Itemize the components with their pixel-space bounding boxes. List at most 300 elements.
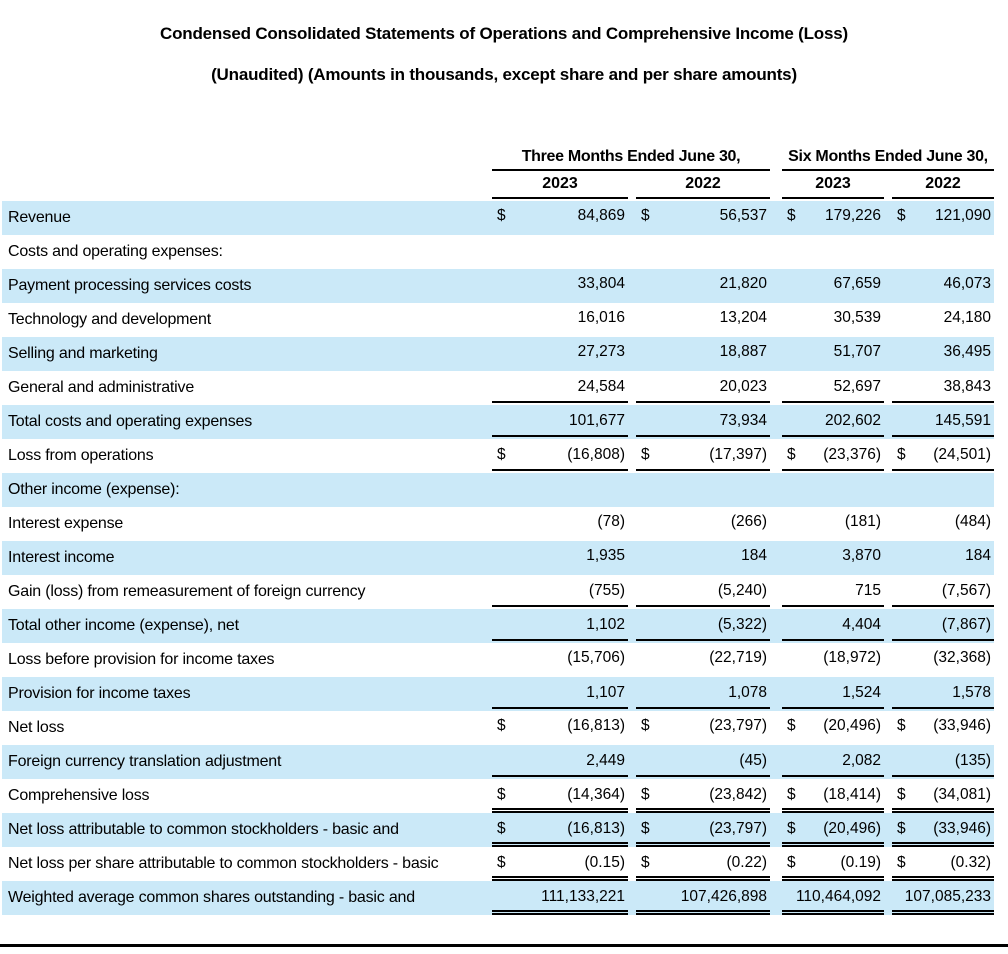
table-row — [2, 473, 994, 507]
cell-3mo-2023 — [492, 371, 628, 405]
cell-3mo-2022 — [636, 269, 770, 303]
dollar-sign: $ — [641, 854, 650, 871]
table-row — [2, 745, 994, 779]
column-gap — [770, 507, 782, 541]
table-row — [2, 575, 994, 609]
column-gap — [628, 643, 636, 677]
cell-value: (5,240) — [717, 582, 767, 599]
cell-value: (33,946) — [933, 820, 991, 837]
col-group-three-months: Three Months Ended June 30, — [492, 148, 770, 171]
column-gap — [628, 541, 636, 575]
row-label: Loss from operations — [8, 447, 154, 464]
column-gap — [770, 643, 782, 677]
cell-6mo-2022 — [892, 711, 994, 745]
cell-value: 179,226 — [824, 207, 881, 224]
cell-3mo-2023 — [492, 881, 628, 915]
row-label: Foreign currency translation adjustment — [8, 753, 282, 770]
row-label: Weighted average common shares outstanding - basic and — [8, 889, 415, 906]
dollar-sign: $ — [497, 717, 506, 734]
cell-value: (23,842) — [709, 786, 767, 803]
cell-3mo-2023 — [492, 813, 628, 847]
column-gap — [628, 813, 636, 847]
table-row — [2, 201, 994, 235]
cell-value: 36,495 — [943, 343, 991, 360]
column-gap — [884, 371, 892, 405]
row-label: Technology and development — [8, 311, 211, 328]
cell-6mo-2022 — [892, 813, 994, 847]
cell-6mo-2022 — [892, 235, 994, 269]
dollar-sign: $ — [897, 786, 906, 803]
cell-6mo-2023 — [782, 439, 884, 473]
cell-3mo-2022 — [636, 847, 770, 881]
row-label: Selling and marketing — [8, 345, 158, 362]
cell-value: (32,368) — [933, 649, 991, 666]
cell-value: (24,501) — [933, 446, 991, 463]
cell-3mo-2022 — [636, 405, 770, 439]
table-row — [2, 609, 994, 643]
cell-6mo-2023 — [782, 643, 884, 677]
cell-value: (34,081) — [933, 786, 991, 803]
column-gap — [628, 371, 636, 405]
cell-6mo-2022 — [892, 473, 994, 507]
cell-value: (20,496) — [823, 717, 881, 734]
table-row — [2, 779, 994, 813]
table-row — [2, 507, 994, 541]
cell-6mo-2022 — [892, 677, 994, 711]
column-gap — [628, 473, 636, 507]
cell-value: 46,073 — [943, 275, 991, 292]
cell-3mo-2023 — [492, 201, 628, 235]
column-gap — [770, 541, 782, 575]
cell-3mo-2023 — [492, 643, 628, 677]
column-gap — [628, 201, 636, 235]
row-label: Provision for income taxes — [8, 685, 191, 702]
cell-value: (0.32) — [950, 854, 991, 871]
cell-6mo-2023 — [782, 405, 884, 439]
dollar-sign: $ — [897, 854, 906, 871]
column-gap — [884, 779, 892, 813]
period-header-row — [2, 148, 994, 171]
table-row — [2, 269, 994, 303]
table-row — [2, 813, 994, 847]
cell-3mo-2022 — [636, 779, 770, 813]
column-gap — [770, 779, 782, 813]
cell-value: 1,578 — [952, 684, 991, 701]
statement-title: Condensed Consolidated Statements of Operations and Comprehensive Income (Loss) — [160, 24, 848, 43]
dollar-sign: $ — [641, 786, 650, 803]
year-header-row — [2, 172, 994, 199]
cell-6mo-2022 — [892, 405, 994, 439]
column-gap — [628, 745, 636, 779]
cell-6mo-2022 — [892, 371, 994, 405]
cell-6mo-2022 — [892, 303, 994, 337]
table-row — [2, 643, 994, 677]
column-gap — [884, 473, 892, 507]
row-label: Other income (expense): — [8, 481, 180, 498]
dollar-sign: $ — [897, 820, 906, 837]
dollar-sign: $ — [897, 717, 906, 734]
dollar-sign: $ — [787, 446, 796, 463]
cell-6mo-2022 — [892, 541, 994, 575]
cell-3mo-2022 — [636, 541, 770, 575]
column-gap — [884, 677, 892, 711]
cell-value: (16,808) — [567, 446, 625, 463]
cell-6mo-2022 — [892, 575, 994, 609]
column-gap — [770, 337, 782, 371]
dollar-sign: $ — [787, 207, 796, 224]
row-label: Net loss — [8, 719, 65, 736]
cell-value: (15,706) — [567, 649, 625, 666]
col-group-six-months: Six Months Ended June 30, — [782, 148, 994, 171]
table-row — [2, 439, 994, 473]
cell-value: (181) — [844, 513, 881, 530]
year-header-6mo-2022: 2022 — [892, 172, 994, 199]
cell-3mo-2022 — [636, 609, 770, 643]
cell-3mo-2023 — [492, 847, 628, 881]
column-gap — [770, 677, 782, 711]
cell-value: 67,659 — [833, 275, 881, 292]
column-gap — [770, 201, 782, 235]
cell-6mo-2022 — [892, 609, 994, 643]
cell-3mo-2022 — [636, 643, 770, 677]
dollar-sign: $ — [641, 446, 650, 463]
cell-6mo-2023 — [782, 337, 884, 371]
column-gap — [628, 677, 636, 711]
column-gap — [628, 303, 636, 337]
dollar-sign: $ — [787, 854, 796, 871]
column-gap — [770, 609, 782, 643]
cell-3mo-2023 — [492, 337, 628, 371]
row-label: Net loss per share attributable to common stockholders - basic — [8, 855, 439, 872]
dollar-sign: $ — [787, 786, 796, 803]
cell-6mo-2023 — [782, 677, 884, 711]
column-gap — [770, 405, 782, 439]
cell-value: (7,567) — [941, 582, 991, 599]
cell-value: (5,322) — [717, 616, 767, 633]
column-gap — [884, 337, 892, 371]
cell-6mo-2023 — [782, 609, 884, 643]
column-gap — [770, 575, 782, 609]
cell-6mo-2023 — [782, 371, 884, 405]
bottom-divider — [0, 944, 1008, 947]
cell-value: 107,426,898 — [680, 888, 767, 905]
column-gap — [884, 711, 892, 745]
column-gap — [628, 847, 636, 881]
cell-value: (135) — [954, 752, 991, 769]
cell-value: (266) — [730, 513, 767, 530]
table-row — [2, 337, 994, 371]
column-gap — [628, 507, 636, 541]
column-gap — [884, 439, 892, 473]
dollar-sign: $ — [497, 854, 506, 871]
cell-value: 33,804 — [577, 275, 625, 292]
cell-6mo-2022 — [892, 439, 994, 473]
column-gap — [884, 507, 892, 541]
column-gap — [628, 337, 636, 371]
dollar-sign: $ — [497, 786, 506, 803]
cell-value: 202,602 — [824, 412, 881, 429]
row-label: Comprehensive loss — [8, 787, 150, 804]
cell-value: 2,449 — [586, 752, 625, 769]
cell-6mo-2022 — [892, 745, 994, 779]
cell-6mo-2022 — [892, 779, 994, 813]
column-gap — [884, 847, 892, 881]
cell-3mo-2023 — [492, 677, 628, 711]
column-gap — [884, 201, 892, 235]
cell-6mo-2022 — [892, 847, 994, 881]
cell-value: (45) — [739, 752, 767, 769]
column-gap — [628, 779, 636, 813]
table-row — [2, 711, 994, 745]
column-gap — [770, 745, 782, 779]
cell-6mo-2023 — [782, 847, 884, 881]
cell-value: 24,180 — [943, 309, 991, 326]
year-header-6mo-2023: 2023 — [782, 172, 884, 199]
cell-3mo-2022 — [636, 201, 770, 235]
cell-3mo-2022 — [636, 711, 770, 745]
cell-value: 715 — [855, 582, 881, 599]
cell-value: (18,972) — [823, 649, 881, 666]
cell-value: (17,397) — [709, 446, 767, 463]
cell-value: 184 — [741, 547, 767, 564]
cell-value: 30,539 — [833, 309, 881, 326]
cell-6mo-2023 — [782, 813, 884, 847]
cell-3mo-2022 — [636, 575, 770, 609]
table-row — [2, 235, 994, 269]
cell-value: 52,697 — [833, 378, 881, 395]
table-row — [2, 881, 994, 915]
cell-value: 27,273 — [577, 343, 625, 360]
column-gap — [628, 439, 636, 473]
cell-value: (755) — [588, 582, 625, 599]
dollar-sign: $ — [641, 820, 650, 837]
cell-6mo-2023 — [782, 507, 884, 541]
cell-value: 56,537 — [719, 207, 767, 224]
cell-value: 1,524 — [842, 684, 881, 701]
cell-value: (14,364) — [567, 786, 625, 803]
row-label: Gain (loss) from remeasurement of foreign currency — [8, 583, 366, 600]
table-row — [2, 303, 994, 337]
row-label: Revenue — [8, 209, 71, 226]
column-gap — [770, 881, 782, 915]
cell-6mo-2022 — [892, 643, 994, 677]
cell-6mo-2023 — [782, 269, 884, 303]
cell-value: 111,133,221 — [541, 888, 625, 905]
column-gap — [628, 269, 636, 303]
table-body — [2, 201, 994, 915]
cell-3mo-2022 — [636, 507, 770, 541]
cell-3mo-2023 — [492, 473, 628, 507]
cell-value: (23,797) — [709, 820, 767, 837]
cell-3mo-2023 — [492, 779, 628, 813]
cell-value: (16,813) — [567, 820, 625, 837]
column-gap — [628, 609, 636, 643]
cell-value: 38,843 — [943, 378, 991, 395]
cell-6mo-2022 — [892, 201, 994, 235]
cell-value: 3,870 — [842, 547, 881, 564]
cell-value: 4,404 — [842, 616, 881, 633]
cell-value: 84,869 — [577, 207, 625, 224]
cell-value: 16,016 — [577, 309, 625, 326]
statements-table — [2, 148, 994, 915]
cell-value: (0.15) — [584, 854, 625, 871]
dollar-sign: $ — [641, 207, 650, 224]
cell-value: 1,102 — [586, 616, 625, 633]
cell-value: (33,946) — [933, 717, 991, 734]
column-gap — [884, 269, 892, 303]
cell-3mo-2022 — [636, 813, 770, 847]
cell-3mo-2022 — [636, 371, 770, 405]
cell-value: (78) — [597, 513, 625, 530]
dollar-sign: $ — [641, 717, 650, 734]
cell-value: 110,464,092 — [795, 888, 881, 905]
dollar-sign: $ — [897, 446, 906, 463]
cell-value: (0.22) — [726, 854, 767, 871]
year-header-3mo-2023: 2023 — [492, 172, 628, 199]
cell-value: (20,496) — [823, 820, 881, 837]
row-label: Net loss attributable to common stockholders - basic and — [8, 821, 399, 838]
cell-value: 145,591 — [934, 412, 991, 429]
dollar-sign: $ — [497, 446, 506, 463]
cell-6mo-2023 — [782, 235, 884, 269]
column-gap — [770, 269, 782, 303]
cell-3mo-2022 — [636, 881, 770, 915]
cell-6mo-2023 — [782, 711, 884, 745]
row-label: Loss before provision for income taxes — [8, 651, 275, 668]
table-row — [2, 405, 994, 439]
row-label: Payment processing services costs — [8, 277, 252, 294]
cell-3mo-2023 — [492, 235, 628, 269]
cell-value: (7,867) — [941, 616, 991, 633]
column-gap — [628, 711, 636, 745]
dollar-sign: $ — [787, 717, 796, 734]
column-gap — [884, 405, 892, 439]
column-gap — [770, 235, 782, 269]
cell-3mo-2022 — [636, 235, 770, 269]
table-row — [2, 847, 994, 881]
cell-6mo-2022 — [892, 881, 994, 915]
row-label: Total costs and operating expenses — [8, 413, 253, 430]
cell-6mo-2023 — [782, 779, 884, 813]
cell-value: (16,813) — [567, 717, 625, 734]
cell-3mo-2023 — [492, 711, 628, 745]
cell-3mo-2023 — [492, 575, 628, 609]
cell-value: 13,204 — [719, 309, 767, 326]
column-gap — [884, 881, 892, 915]
table-row — [2, 541, 994, 575]
cell-3mo-2022 — [636, 473, 770, 507]
column-gap — [770, 439, 782, 473]
cell-3mo-2023 — [492, 439, 628, 473]
cell-3mo-2022 — [636, 303, 770, 337]
cell-value: (18,414) — [823, 786, 881, 803]
cell-3mo-2023 — [492, 609, 628, 643]
cell-3mo-2023 — [492, 405, 628, 439]
column-gap — [884, 643, 892, 677]
cell-value: 20,023 — [719, 378, 767, 395]
column-gap — [628, 405, 636, 439]
cell-6mo-2023 — [782, 473, 884, 507]
column-gap — [884, 303, 892, 337]
cell-6mo-2022 — [892, 269, 994, 303]
column-gap — [884, 541, 892, 575]
cell-value: 1,107 — [586, 684, 625, 701]
cell-3mo-2022 — [636, 337, 770, 371]
cell-value: 51,707 — [833, 343, 881, 360]
column-gap — [884, 235, 892, 269]
column-gap — [884, 745, 892, 779]
statement-subtitle: (Unaudited) (Amounts in thousands, except share and per share amounts) — [211, 65, 797, 84]
column-gap — [884, 813, 892, 847]
cell-value: 24,584 — [577, 378, 625, 395]
cell-3mo-2023 — [492, 507, 628, 541]
dollar-sign: $ — [497, 820, 506, 837]
cell-3mo-2023 — [492, 541, 628, 575]
column-gap — [770, 303, 782, 337]
cell-value: (484) — [954, 513, 991, 530]
cell-6mo-2023 — [782, 201, 884, 235]
cell-3mo-2023 — [492, 745, 628, 779]
cell-3mo-2022 — [636, 677, 770, 711]
row-label: Costs and operating expenses: — [8, 243, 223, 260]
cell-6mo-2023 — [782, 575, 884, 609]
cell-6mo-2022 — [892, 507, 994, 541]
cell-3mo-2023 — [492, 303, 628, 337]
column-gap — [884, 609, 892, 643]
dollar-sign: $ — [897, 207, 906, 224]
cell-6mo-2023 — [782, 881, 884, 915]
column-gap — [628, 575, 636, 609]
cell-value: (0.19) — [840, 854, 881, 871]
cell-3mo-2022 — [636, 745, 770, 779]
cell-6mo-2023 — [782, 303, 884, 337]
row-label: Interest expense — [8, 515, 124, 532]
column-gap — [628, 881, 636, 915]
cell-6mo-2023 — [782, 541, 884, 575]
cell-value: (23,376) — [823, 446, 881, 463]
cell-3mo-2022 — [636, 439, 770, 473]
cell-value: 18,887 — [719, 343, 767, 360]
cell-value: 2,082 — [842, 752, 881, 769]
column-gap — [628, 235, 636, 269]
cell-3mo-2023 — [492, 269, 628, 303]
cell-6mo-2022 — [892, 337, 994, 371]
cell-value: 73,934 — [719, 412, 767, 429]
cell-value: 21,820 — [719, 275, 767, 292]
cell-value: 107,085,233 — [904, 888, 991, 905]
cell-value: 1,078 — [728, 684, 767, 701]
cell-6mo-2023 — [782, 745, 884, 779]
column-gap — [884, 575, 892, 609]
cell-value: 121,090 — [934, 207, 991, 224]
cell-value: (22,719) — [709, 649, 767, 666]
table-row — [2, 371, 994, 405]
column-gap — [770, 847, 782, 881]
row-label: Interest income — [8, 549, 115, 566]
cell-value: (23,797) — [709, 717, 767, 734]
column-gap — [770, 711, 782, 745]
row-label: Total other income (expense), net — [8, 617, 239, 634]
cell-value: 184 — [965, 547, 991, 564]
column-gap — [770, 813, 782, 847]
row-label: General and administrative — [8, 379, 195, 396]
column-gap — [770, 473, 782, 507]
cell-value: 101,677 — [568, 412, 625, 429]
dollar-sign: $ — [497, 207, 506, 224]
cell-value: 1,935 — [586, 547, 625, 564]
column-gap — [770, 371, 782, 405]
dollar-sign: $ — [787, 820, 796, 837]
